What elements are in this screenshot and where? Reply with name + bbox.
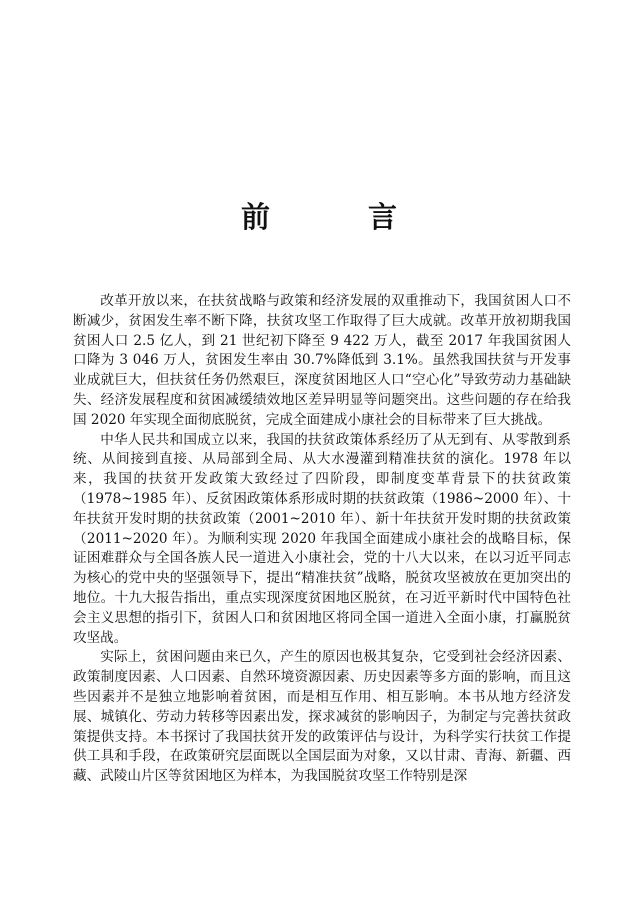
- paragraph-1: 改革开放以来，在扶贫战略与政策和经济发展的双重推动下，我国贫困人口不断减少，贫困发生率不断下降，扶贫攻坚工作取得了巨大成就。改革开放初期我国贫困人口 2.5 亿人，到 21 世纪初下降至 9 422 万人，截至 2017 年我国贫困人口降为 3 046 万人，贫困发生率由 30.7%降低到 3.1%。虽然我国扶贫与开发事业成就巨大，但扶贫任务仍然艰巨，深度贫困地区人口“空心化”导致劳动力基础缺失、经济发展程度和贫困减缓绩效地区差异明显等问题突出。这些问题的存在给我国 2020 年实现全面彻底脱贫，完成全面建成小康社会的目标带来了巨大挑战。: [73, 293, 571, 428]
- paragraph-2: 中华人民共和国成立以来，我国的扶贫政策体系经历了从无到有、从零散到系统、从间接到直接、从局部到全局、从大水漫灌到精准扶贫的演化。1978 年以来，我国的扶贫开发政策大致经过了四阶段，即制度变革背景下的扶贫政策（1978~1985 年）、反贫困政策体系形成时期的扶贫政策（1986~2000 年）、十年扶贫开发时期的扶贫政策（2001~2010 年）、新十年扶贫开发时期的扶贫政策（2011~2020 年）。为顺利实现 2020 年我国全面建成小康社会的战略目标，保证困难群众与全国各族人民一道进入小康社会，党的十八大以来，在以习近平同志为核心的党中央的坚强领导下，提出“精准扶贫”战略，脱贫攻坚被放在更加突出的地位。十九大报告指出，重点实现深度贫困地区脱贫，在习近平新时代中国特色社会主义思想的指引下，贫困人口和贫困地区将同全国一道进入全面小康，打赢脱贫攻坚战。: [73, 431, 571, 646]
- paragraph-3: 实际上，贫困问题由来已久，产生的原因也极其复杂，它受到社会经济因素、政策制度因素、人口因素、自然环境资源因素、历史因素等多方面的影响，而且这些因素并不是独立地影响着贫困，而是相互作用、相互影响。本书从地方经济发展、城镇化、劳动力转移等因素出发，探求减贫的影响因子，为制定与完善扶贫政策提供支持。本书探讨了我国扶贫开发的政策评估与设计，为科学实行扶贫工作提供工具和手段，在政策研究层面既以全国层面为对象，又以甘肃、青海、新疆、西藏、武陵山片区等贫困地区为样本，为我国脱贫攻坚工作特别是深: [73, 649, 571, 785]
- document-body: [73, 292, 571, 787]
- page-title: 前 言: [240, 200, 442, 235]
